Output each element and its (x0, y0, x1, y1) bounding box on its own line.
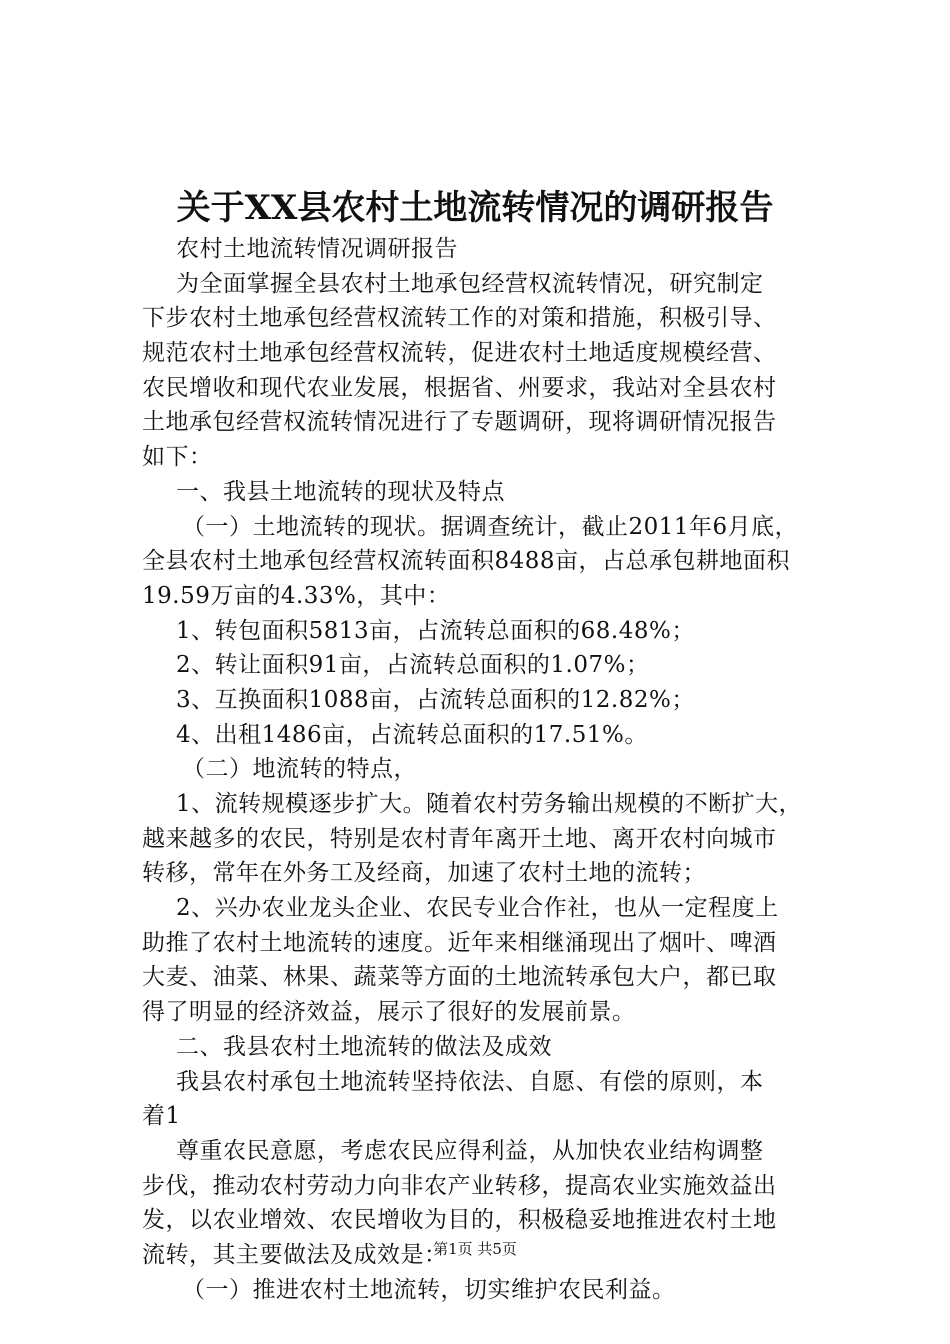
paragraph-line: 我县农村承包土地流转坚持依法、自愿、有偿的原则，本 (176, 1068, 764, 1095)
list-item: 1、转包面积5813亩，占流转总面积的68.48%； (176, 617, 695, 644)
paragraph-line: 助推了农村土地流转的速度。近年来相继涌现出了烟叶、啤酒 (142, 929, 777, 956)
subsection-heading: （二）地流转的特点， (182, 756, 417, 783)
paragraph-line: 如下： (142, 444, 213, 471)
list-item: 3、互换面积1088亩，占流转总面积的12.82%； (176, 686, 695, 713)
paragraph-line: 19.59万亩的4.33%，其中： (142, 582, 451, 609)
paragraph-line: 尊重农民意愿，考虑农民应得利益，从加快农业结构调整 (176, 1137, 764, 1164)
document-body (142, 232, 832, 1307)
paragraph-line: 农民增收和现代农业发展，根据省、州要求，我站对全县农村 (142, 374, 777, 401)
paragraph-line: 1、流转规模逐步扩大。随着农村劳务输出规模的不断扩大， (176, 791, 803, 817)
list-item: 4、出租1486亩，占流转总面积的17.51%。 (176, 721, 648, 748)
document-title: 关于XX县农村土地流转情况的调研报告 (176, 188, 774, 228)
paragraph-line: 土地承包经营权流转情况进行了专题调研，现将调研情况报告 (142, 409, 777, 436)
paragraph-line: 下步农村土地承包经营权流转工作的对策和措施，积极引导、 (142, 305, 777, 332)
paragraph-line: 全县农村土地承包经营权流转面积8488亩，占总承包耕地面积 (142, 548, 791, 575)
paragraph-line: 农村土地流转情况调研报告 (176, 236, 458, 262)
paragraph-line: 规范农村土地承包经营权流转，促进农村土地适度规模经营、 (142, 340, 777, 367)
subsection-heading: （一）推进农村土地流转，切实维护农民利益。 (182, 1276, 676, 1303)
section-heading: 一、我县土地流转的现状及特点 (176, 478, 505, 505)
paragraph-line: 越来越多的农民，特别是农村青年离开土地、离开农村向城市 (142, 825, 777, 852)
paragraph-line: 步伐，推动农村劳动力向非农产业转移，提高农业实施效益出 (142, 1172, 777, 1199)
paragraph-line: 流转，其主要做法及成效是： (142, 1241, 448, 1268)
paragraph-line: 2、兴办农业龙头企业、农民专业合作社，也从一定程度上 (176, 895, 779, 922)
paragraph-line: 着1 (142, 1103, 181, 1130)
list-item: 2、转让面积91亩，占流转总面积的1.07%； (176, 652, 650, 679)
paragraph-line: 发，以农业增效、农民增收为目的，积极稳妥地推进农村土地 (142, 1207, 777, 1234)
paragraph-line: 转移，常年在外务工及经商，加速了农村土地的流转； (142, 860, 706, 887)
paragraph-line: 为全面掌握全县农村土地承包经营权流转情况，研究制定 (176, 270, 764, 297)
section-heading: 二、我县农村土地流转的做法及成效 (176, 1033, 552, 1060)
paragraph-line: （一）土地流转的现状。据调查统计，截止2011年6月底， (182, 513, 799, 540)
paragraph-line: 大麦、油菜、林果、蔬菜等方面的土地流转承包大户，都已取 (142, 964, 777, 991)
page-footer: 第1页 共5页 (433, 1240, 517, 1258)
paragraph-line: 得了明显的经济效益，展示了很好的发展前景。 (142, 999, 636, 1026)
